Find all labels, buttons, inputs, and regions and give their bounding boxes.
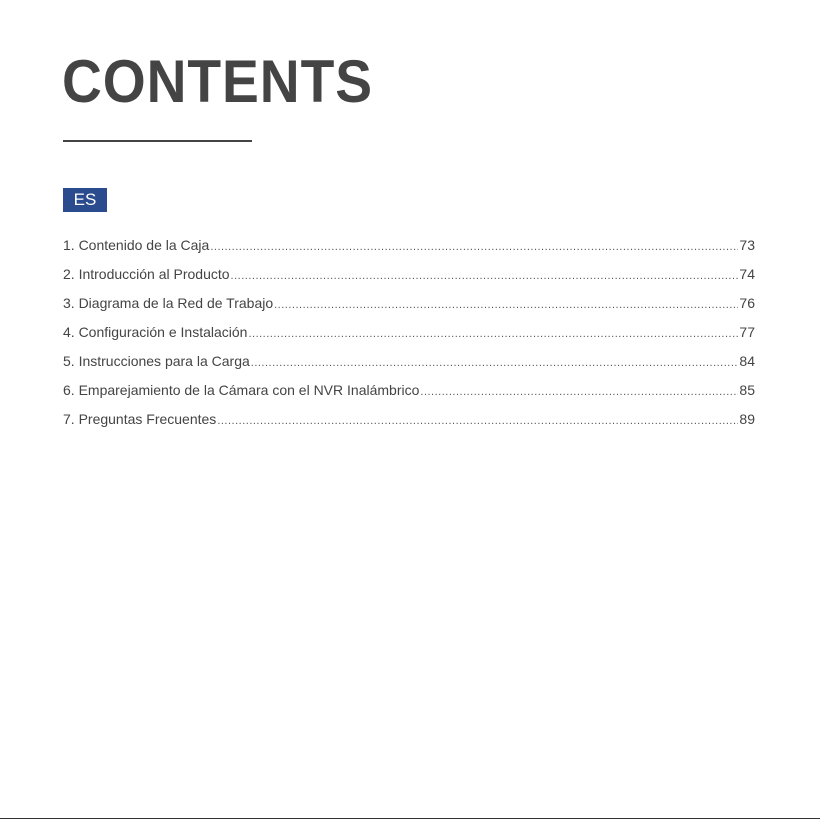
toc-entry-page: 76 bbox=[739, 295, 755, 311]
page-title: CONTENTS bbox=[62, 48, 373, 115]
toc-dot-leader bbox=[231, 266, 739, 282]
toc-entry-configuracion-instalacion[interactable] bbox=[63, 324, 755, 353]
toc-dot-leader bbox=[248, 324, 738, 340]
toc-entry-instrucciones-carga[interactable] bbox=[63, 353, 755, 382]
language-badge: ES bbox=[63, 188, 107, 212]
toc-entry-preguntas-frecuentes[interactable] bbox=[63, 411, 755, 440]
title-underline bbox=[63, 140, 252, 142]
toc-entry-title: 5. Instrucciones para la Carga bbox=[63, 353, 250, 369]
toc-entry-page: 89 bbox=[739, 411, 755, 427]
toc-entry-diagrama-red[interactable] bbox=[63, 295, 755, 324]
table-of-contents bbox=[63, 237, 755, 440]
toc-dot-leader bbox=[217, 411, 738, 427]
toc-dot-leader bbox=[251, 353, 739, 369]
toc-entry-page: 73 bbox=[739, 237, 755, 253]
toc-entry-page: 74 bbox=[739, 266, 755, 282]
toc-entry-title: 7. Preguntas Frecuentes bbox=[63, 411, 217, 427]
toc-entry-title: 3. Diagrama de la Red de Trabajo bbox=[63, 295, 274, 311]
toc-dot-leader bbox=[420, 382, 738, 398]
toc-entry-emparejamiento-camara[interactable] bbox=[63, 382, 755, 411]
toc-entry-introduccion-producto[interactable] bbox=[63, 266, 755, 295]
toc-dot-leader bbox=[274, 295, 738, 311]
toc-entry-title: 6. Emparejamiento de la Cámara con el NVR Inalámbrico bbox=[63, 382, 420, 398]
toc-entry-contenido-caja[interactable] bbox=[63, 237, 755, 266]
toc-entry-page: 85 bbox=[739, 382, 755, 398]
page-bottom-rule bbox=[0, 818, 820, 819]
toc-dot-leader bbox=[210, 237, 738, 253]
toc-entry-title: 2. Introducción al Producto bbox=[63, 266, 230, 282]
toc-entry-title: 1. Contenido de la Caja bbox=[63, 237, 210, 253]
toc-entry-title: 4. Configuración e Instalación bbox=[63, 324, 248, 340]
toc-entry-page: 77 bbox=[739, 324, 755, 340]
toc-entry-page: 84 bbox=[739, 353, 755, 369]
